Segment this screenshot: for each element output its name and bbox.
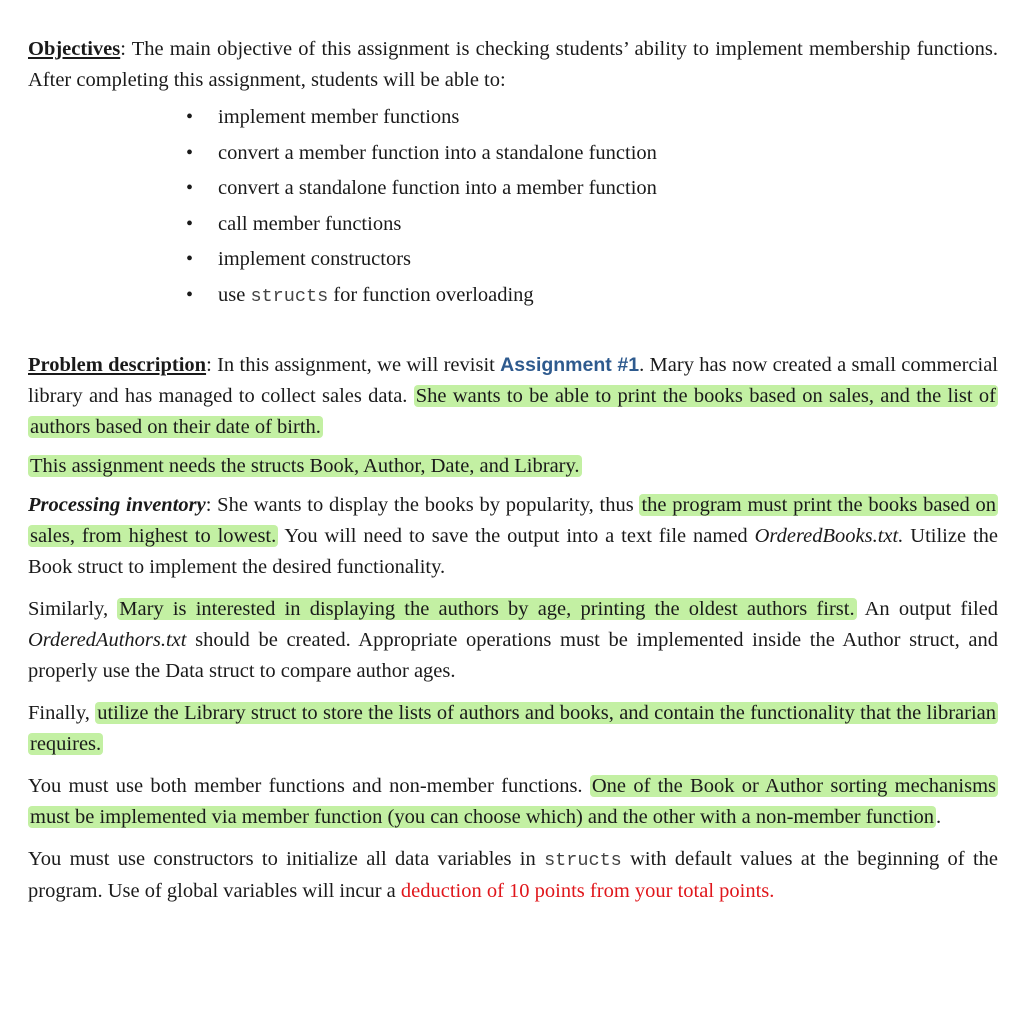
- list-item: • convert a standalone function into a member function: [186, 171, 998, 207]
- processing-inventory-label: Processing inventory: [28, 494, 206, 516]
- objectives-heading: Objectives: [28, 38, 121, 60]
- problem-description-paragraph: [28, 350, 998, 443]
- highlight-sorting-mechanisms: One of the Book or Author sorting mechanisms must be implemented via member function (you can choose which) and the other with a non-member function: [30, 775, 996, 828]
- authors-text-1: Similarly,: [28, 598, 118, 620]
- constructors-paragraph: [28, 844, 998, 907]
- objectives-text: : The main objective of this assignment is checking students’ ability to implement membership functions. After completing this assignment, students will be able to:: [28, 38, 998, 91]
- authors-text-3: should be created. Appropriate operations must be implemented inside the Author struct, and properly use the Data struct to compare author ages.: [28, 629, 998, 682]
- highlight-library-struct: utilize the Library struct to store the lists of authors and books, and contain the functionality that the librarian requires.: [30, 702, 996, 755]
- problem-text-2: . Mary has now created a small commercial library and has managed to collect sales data.: [28, 354, 999, 407]
- highlight-print-books: She wants to be able to print the books based on sales, and the list of authors based on their date of birth.: [30, 385, 996, 438]
- objectives-list: [28, 100, 998, 314]
- library-paragraph: [28, 698, 998, 760]
- list-item: • implement constructors: [186, 242, 998, 278]
- inventory-text-2: You will need to save the output into a text file named: [278, 525, 755, 547]
- structs-paragraph: [28, 451, 998, 482]
- deduction-warning: deduction of 10 points from your total points.: [400, 880, 775, 902]
- objectives-paragraph: [28, 34, 998, 96]
- list-item: • call member functions: [186, 207, 998, 243]
- inventory-text-3: Utilize the Book struct to implement the desired functionality.: [28, 525, 998, 578]
- highlight-sort-books: the program must print the books based on sales, from highest to lowest.: [30, 494, 997, 547]
- ordered-authors-filename: OrderedAuthors.txt: [28, 629, 187, 651]
- ordered-books-filename: OrderedBooks.txt.: [754, 525, 904, 547]
- library-text-1: Finally,: [28, 702, 96, 724]
- authors-text-2: An output filed: [856, 598, 998, 620]
- structs-code: structs: [250, 285, 329, 307]
- highlight-authors-age: Mary is interested in displaying the authors by age, printing the oldest authors first.: [119, 598, 855, 620]
- structs-code: structs: [544, 850, 622, 871]
- member-functions-paragraph: [28, 771, 998, 833]
- problem-text-1: : In this assignment, we will revisit: [206, 354, 501, 376]
- authors-paragraph: [28, 594, 998, 687]
- highlight-structs: This assignment needs the structs Book, Author, Date, and Library.: [30, 455, 580, 477]
- member-text-2: .: [936, 806, 942, 828]
- list-item: • convert a member function into a standalone function: [186, 136, 998, 172]
- inventory-text-1: : She wants to display the books by popularity, thus: [205, 494, 640, 516]
- list-item: [186, 278, 998, 315]
- ctor-text-2: with default values at the beginning of the program. Use of global variables will incur a: [28, 848, 998, 902]
- processing-inventory-paragraph: [28, 490, 998, 583]
- assignment-document: [28, 34, 998, 907]
- bullet-text-post: for function overloading: [328, 283, 534, 306]
- ctor-text-1: You must use constructors to initialize all data variables in: [28, 848, 545, 870]
- assignment-1-link[interactable]: Assignment #1: [500, 354, 640, 376]
- list-item: • implement member functions: [186, 100, 998, 136]
- bullet-text-pre: use: [218, 283, 251, 306]
- member-text-1: You must use both member functions and non-member functions.: [28, 775, 590, 797]
- problem-heading: Problem description: [28, 354, 207, 376]
